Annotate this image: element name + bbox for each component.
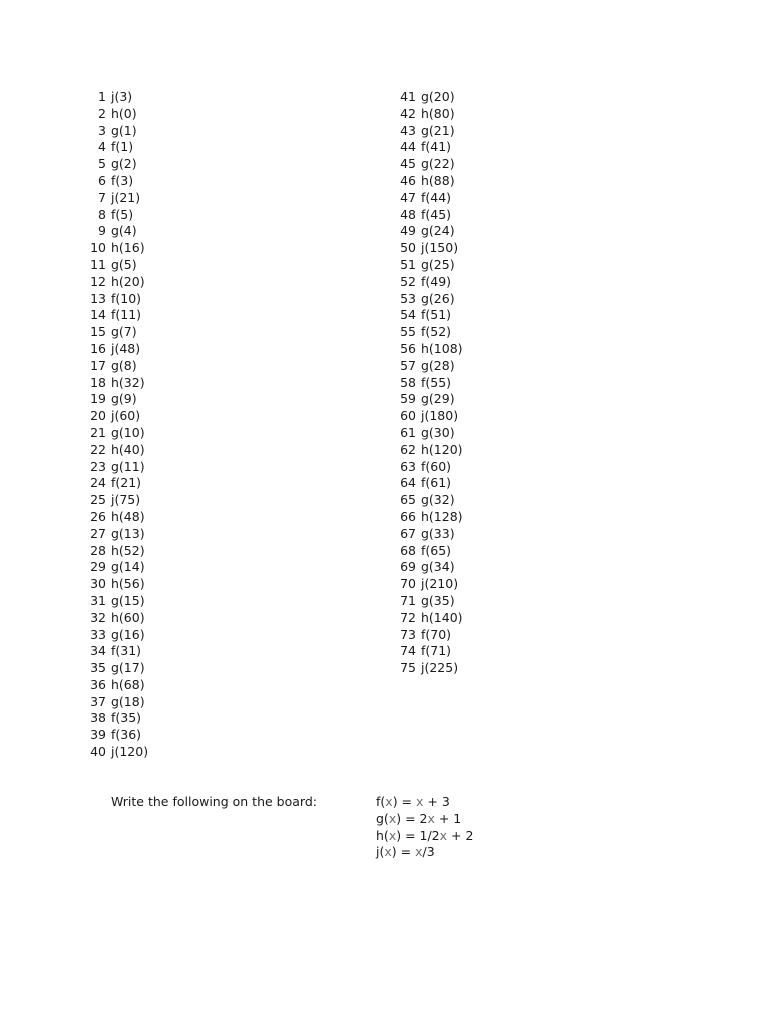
problem-number: 62 <box>400 441 416 457</box>
problem-number: 8 <box>98 206 106 222</box>
problem-number: 31 <box>90 592 106 608</box>
formula-variable: x <box>439 827 448 843</box>
problem-number: 50 <box>400 240 416 256</box>
problem-number: 54 <box>400 307 416 323</box>
problem-number: 57 <box>400 357 416 373</box>
problem-number: 75 <box>400 660 416 676</box>
problem-expression: f(51) <box>421 307 452 323</box>
problem-item <box>86 459 148 476</box>
problem-expression: h(56) <box>111 576 145 592</box>
problem-item <box>86 123 148 140</box>
formula-text: /3 <box>422 844 435 860</box>
problem-number: 63 <box>400 458 416 474</box>
problem-expression: g(20) <box>421 89 455 104</box>
problem-item <box>396 475 463 492</box>
problem-item <box>86 391 148 408</box>
formula-variable: x <box>416 794 424 809</box>
problem-item <box>396 559 463 576</box>
problem-expression: f(70) <box>421 626 452 642</box>
problem-number: 9 <box>98 223 106 239</box>
problem-item <box>396 526 463 543</box>
problem-item <box>396 509 463 526</box>
problem-expression: g(11) <box>111 458 145 474</box>
function-definition <box>376 828 473 845</box>
problem-expression: h(48) <box>111 508 145 524</box>
problem-expression: g(13) <box>111 525 145 541</box>
problem-expression: f(60) <box>421 458 452 474</box>
problem-item <box>86 694 148 711</box>
function-definition <box>376 844 473 861</box>
problem-item <box>396 627 463 644</box>
problem-item <box>86 106 148 123</box>
problem-item <box>396 660 463 677</box>
problem-item <box>396 391 463 408</box>
formula-text: j( <box>376 844 385 860</box>
problem-expression: j(3) <box>111 89 133 104</box>
formula-text: ) = 1/2 <box>396 827 440 843</box>
problem-item <box>86 207 148 224</box>
problem-expression: f(55) <box>421 374 452 390</box>
problem-number: 51 <box>400 256 416 272</box>
problem-number: 25 <box>90 492 106 508</box>
problem-number: 7 <box>98 189 106 205</box>
problem-number: 68 <box>400 542 416 558</box>
problem-item <box>396 643 463 660</box>
problem-number: 14 <box>90 307 106 323</box>
problem-number: 11 <box>90 256 106 272</box>
formula-text: g( <box>376 810 389 826</box>
problem-expression: g(24) <box>421 223 455 239</box>
problem-item <box>86 643 148 660</box>
problem-item <box>86 744 148 761</box>
problem-number: 29 <box>90 559 106 575</box>
problem-expression: j(48) <box>111 340 141 356</box>
problem-expression: f(21) <box>111 475 142 491</box>
problem-expression: j(120) <box>111 744 149 760</box>
problem-expression: g(33) <box>421 525 455 541</box>
problem-expression: j(225) <box>421 660 459 676</box>
problem-expression: g(22) <box>421 156 455 172</box>
problem-expression: h(60) <box>111 609 145 625</box>
formula-variable: x <box>388 810 397 826</box>
problem-expression: g(17) <box>111 660 145 676</box>
problem-number: 44 <box>400 139 416 155</box>
problem-expression: g(15) <box>111 592 145 608</box>
problem-item <box>396 324 463 341</box>
problem-item <box>396 207 463 224</box>
problem-item <box>86 190 148 207</box>
problem-item <box>396 341 463 358</box>
problem-expression: g(10) <box>111 424 145 440</box>
problem-expression: h(140) <box>421 609 463 625</box>
problem-expression: g(25) <box>421 256 455 272</box>
problem-expression: h(0) <box>111 105 137 121</box>
problem-expression: g(1) <box>111 122 137 138</box>
problem-expression: g(9) <box>111 391 137 407</box>
problem-number: 61 <box>400 424 416 440</box>
problem-number: 13 <box>90 290 106 306</box>
problem-item <box>396 408 463 425</box>
formula-variable: x <box>385 794 393 809</box>
problem-number: 15 <box>90 324 106 340</box>
problem-item <box>396 240 463 257</box>
problem-expression: h(20) <box>111 273 145 289</box>
problem-number: 20 <box>90 408 106 424</box>
problem-expression: h(68) <box>111 676 145 692</box>
problem-expression: j(75) <box>111 492 141 508</box>
problem-number: 56 <box>400 340 416 356</box>
problem-item <box>396 375 463 392</box>
problem-number: 17 <box>90 357 106 373</box>
problem-expression: g(28) <box>421 357 455 373</box>
problem-item <box>86 543 148 560</box>
problem-item <box>396 274 463 291</box>
problem-number: 28 <box>90 542 106 558</box>
problem-item <box>86 240 148 257</box>
problem-expression: h(32) <box>111 374 145 390</box>
problem-number: 74 <box>400 643 416 659</box>
problem-number: 45 <box>400 156 416 172</box>
problem-expression: f(35) <box>111 710 142 726</box>
formula-text: + 1 <box>434 810 462 826</box>
formula-text: + 3 <box>423 794 450 809</box>
problem-expression: h(80) <box>421 105 455 121</box>
problem-number: 40 <box>90 744 106 760</box>
problem-item <box>396 291 463 308</box>
problem-number: 1 <box>98 89 106 104</box>
problem-expression: g(5) <box>111 256 137 272</box>
problem-item <box>86 257 148 274</box>
problem-expression: g(35) <box>421 592 455 608</box>
problem-item <box>396 307 463 324</box>
problem-number: 39 <box>90 727 106 743</box>
problem-number: 59 <box>400 391 416 407</box>
problem-expression: h(128) <box>421 508 463 524</box>
problem-item <box>86 173 148 190</box>
problem-number: 4 <box>98 139 106 155</box>
problem-expression: g(8) <box>111 357 137 373</box>
problem-number: 42 <box>400 105 416 121</box>
problem-item <box>86 375 148 392</box>
problem-item <box>86 509 148 526</box>
problem-expression: f(5) <box>111 206 134 222</box>
problem-number: 37 <box>90 693 106 709</box>
problem-item <box>396 358 463 375</box>
problem-item <box>86 677 148 694</box>
problem-item <box>86 324 148 341</box>
problem-number: 73 <box>400 626 416 642</box>
problem-item <box>396 173 463 190</box>
problem-number: 53 <box>400 290 416 306</box>
problem-number: 60 <box>400 408 416 424</box>
problem-item <box>86 576 148 593</box>
formula-text: ) = 2 <box>396 810 428 826</box>
problem-number: 33 <box>90 626 106 642</box>
problem-expression: g(18) <box>111 693 145 709</box>
problem-expression: g(34) <box>421 559 455 575</box>
problem-item <box>396 223 463 240</box>
problem-number: 35 <box>90 660 106 676</box>
problem-item <box>86 89 148 106</box>
problem-number: 23 <box>90 458 106 474</box>
problem-number: 69 <box>400 559 416 575</box>
problem-number: 6 <box>98 172 106 188</box>
problem-item <box>86 139 148 156</box>
problem-item <box>86 593 148 610</box>
problem-expression: g(26) <box>421 290 455 306</box>
problem-list-right <box>396 89 463 677</box>
problem-number: 12 <box>90 273 106 289</box>
problem-item <box>86 223 148 240</box>
problem-expression: f(52) <box>421 324 452 340</box>
formula-text: h( <box>376 827 389 843</box>
problem-expression: f(49) <box>421 273 452 289</box>
problem-item <box>396 425 463 442</box>
problem-item <box>396 190 463 207</box>
problem-item <box>396 459 463 476</box>
function-definitions <box>376 794 473 861</box>
problem-expression: g(2) <box>111 156 137 172</box>
formula-text: ) = <box>391 844 416 860</box>
problem-number: 16 <box>90 340 106 356</box>
problem-expression: g(16) <box>111 626 145 642</box>
problem-expression: h(52) <box>111 542 145 558</box>
problem-expression: h(108) <box>421 340 463 356</box>
problem-expression: h(16) <box>111 240 145 256</box>
problem-item <box>86 442 148 459</box>
problem-item <box>396 593 463 610</box>
problem-number: 49 <box>400 223 416 239</box>
problem-item <box>86 492 148 509</box>
problem-expression: f(3) <box>111 172 134 188</box>
problem-expression: f(44) <box>421 189 452 205</box>
problem-expression: g(7) <box>111 324 137 340</box>
function-definition <box>376 794 473 811</box>
problem-expression: h(120) <box>421 441 463 457</box>
problem-number: 58 <box>400 374 416 390</box>
problem-expression: f(11) <box>111 307 142 323</box>
problem-item <box>86 341 148 358</box>
problem-expression: f(61) <box>421 475 452 491</box>
problem-item <box>396 442 463 459</box>
problem-item <box>396 543 463 560</box>
problem-item <box>396 156 463 173</box>
formula-text: f( <box>376 794 386 809</box>
problem-item <box>86 274 148 291</box>
problem-number: 32 <box>90 609 106 625</box>
problem-expression: g(4) <box>111 223 137 239</box>
problem-item <box>86 660 148 677</box>
problem-item <box>86 307 148 324</box>
problem-item <box>396 139 463 156</box>
problem-number: 21 <box>90 424 106 440</box>
problem-number: 34 <box>90 643 106 659</box>
problem-item <box>86 358 148 375</box>
problem-item <box>396 257 463 274</box>
problem-number: 19 <box>90 391 106 407</box>
problem-list-left <box>86 89 148 761</box>
problem-number: 24 <box>90 475 106 491</box>
problem-expression: h(88) <box>421 172 455 188</box>
problem-item <box>86 408 148 425</box>
problem-item <box>86 291 148 308</box>
formula-variable: x <box>388 827 397 843</box>
problem-item <box>396 610 463 627</box>
problem-number: 47 <box>400 189 416 205</box>
problem-number: 66 <box>400 508 416 524</box>
problem-item <box>396 576 463 593</box>
problem-item <box>396 89 463 106</box>
problem-number: 67 <box>400 525 416 541</box>
problem-number: 36 <box>90 676 106 692</box>
problem-number: 43 <box>400 122 416 138</box>
problem-item <box>396 492 463 509</box>
problem-item <box>86 627 148 644</box>
problem-expression: g(30) <box>421 424 455 440</box>
problem-item <box>86 526 148 543</box>
problem-number: 3 <box>98 122 106 138</box>
problem-number: 18 <box>90 374 106 390</box>
formula-variable: x <box>384 844 392 860</box>
problem-item <box>86 559 148 576</box>
problem-number: 71 <box>400 592 416 608</box>
problem-number: 5 <box>98 156 106 172</box>
problem-expression: f(65) <box>421 542 452 558</box>
problem-number: 65 <box>400 492 416 508</box>
problem-number: 55 <box>400 324 416 340</box>
problem-number: 10 <box>90 240 106 256</box>
problem-number: 46 <box>400 172 416 188</box>
instruction-text: Write the following on the board: <box>111 794 317 809</box>
problem-item <box>86 727 148 744</box>
problem-number: 38 <box>90 710 106 726</box>
problem-expression: h(40) <box>111 441 145 457</box>
problem-number: 72 <box>400 609 416 625</box>
problem-item <box>86 710 148 727</box>
problem-number: 48 <box>400 206 416 222</box>
formula-text: ) = <box>392 794 416 809</box>
problem-item <box>86 425 148 442</box>
problem-number: 22 <box>90 441 106 457</box>
problem-expression: f(10) <box>111 290 142 306</box>
problem-expression: g(32) <box>421 492 455 508</box>
problem-number: 70 <box>400 576 416 592</box>
problem-expression: f(41) <box>421 139 452 155</box>
problem-expression: j(60) <box>111 408 141 424</box>
problem-item <box>86 610 148 627</box>
function-definition <box>376 811 473 828</box>
formula-variable: x <box>427 810 435 826</box>
problem-number: 26 <box>90 508 106 524</box>
problem-expression: g(29) <box>421 391 455 407</box>
problem-item <box>396 123 463 140</box>
problem-expression: j(180) <box>421 408 459 424</box>
problem-number: 27 <box>90 525 106 541</box>
problem-number: 64 <box>400 475 416 491</box>
formula-text: + 2 <box>447 827 474 843</box>
problem-expression: g(14) <box>111 559 145 575</box>
problem-expression: j(150) <box>421 240 459 256</box>
problem-expression: f(45) <box>421 206 452 222</box>
problem-number: 30 <box>90 576 106 592</box>
problem-item <box>86 156 148 173</box>
formula-variable: x <box>415 844 423 860</box>
problem-expression: f(36) <box>111 727 142 743</box>
problem-expression: j(210) <box>421 576 459 592</box>
problem-expression: f(71) <box>421 643 452 659</box>
problem-item <box>86 475 148 492</box>
problem-number: 52 <box>400 273 416 289</box>
problem-expression: f(1) <box>111 139 134 155</box>
problem-expression: g(21) <box>421 122 455 138</box>
problem-number: 41 <box>400 89 416 104</box>
problem-expression: j(21) <box>111 189 141 205</box>
problem-item <box>396 106 463 123</box>
problem-expression: f(31) <box>111 643 142 659</box>
problem-number: 2 <box>98 105 106 121</box>
